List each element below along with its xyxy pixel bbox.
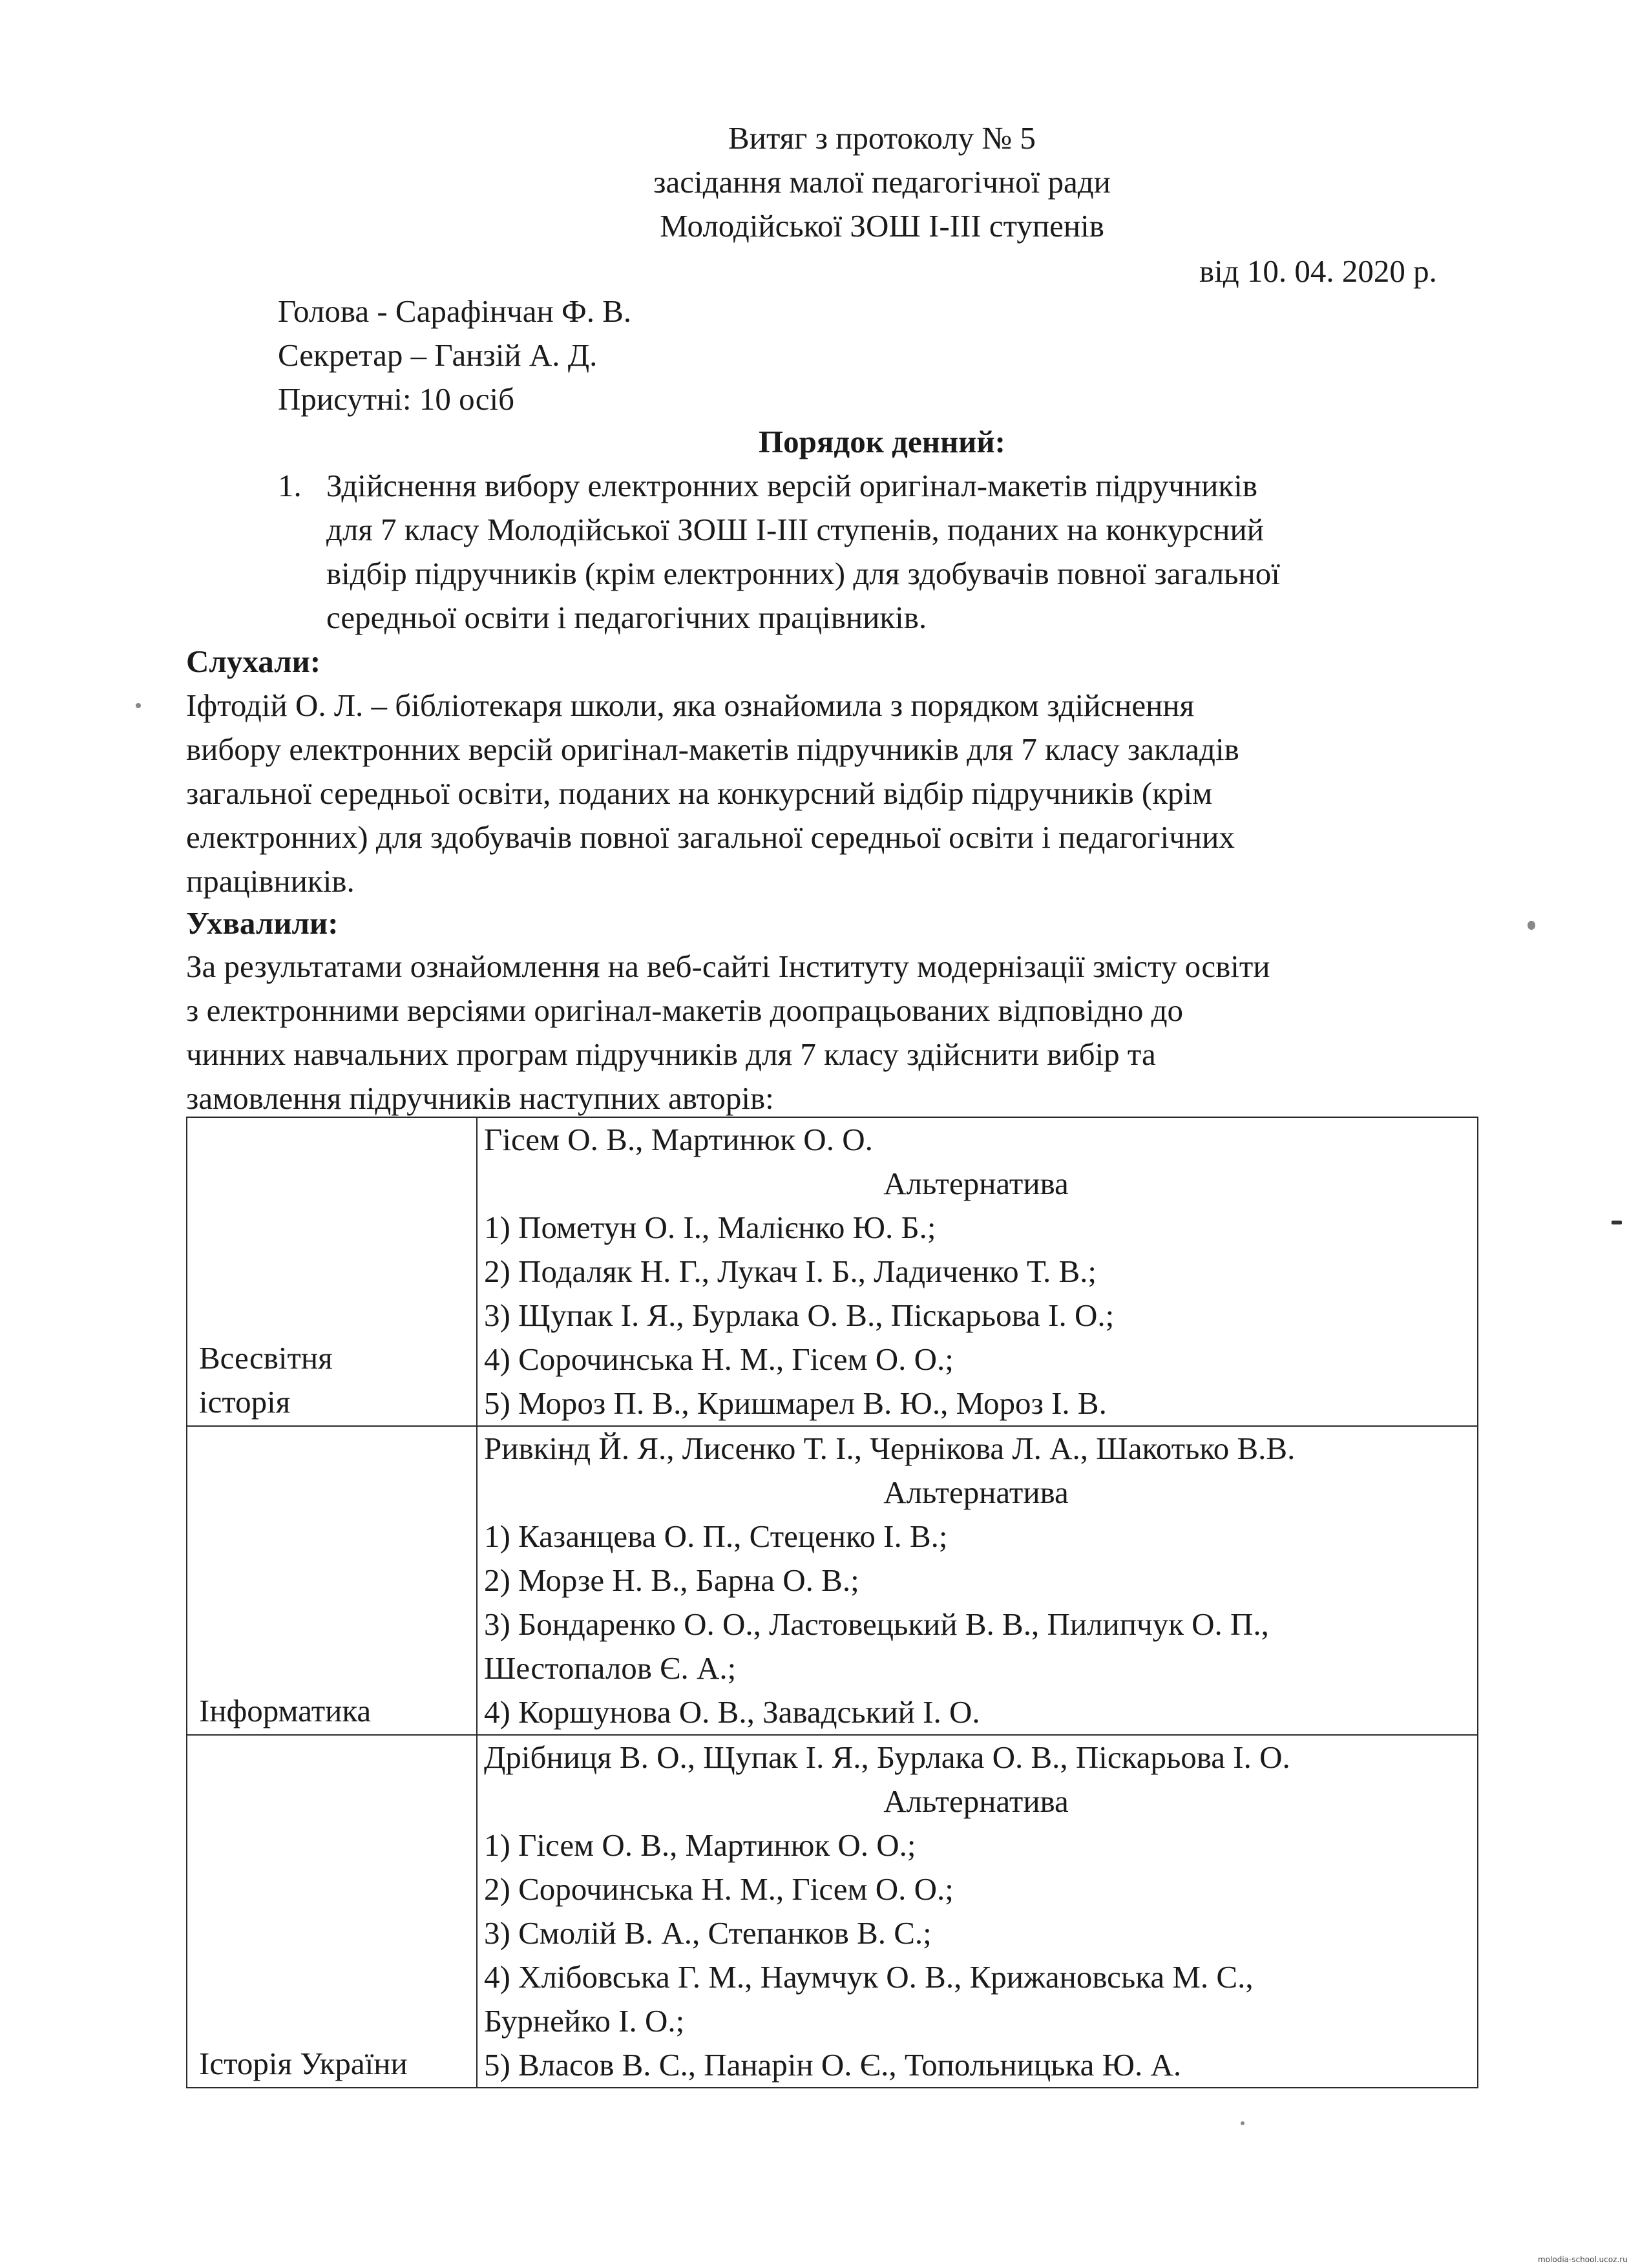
secretary-line: Секретар – Ганзій А. Д. (278, 337, 598, 373)
alternative-authors: Шестопалов Є. А.; (484, 1650, 737, 1686)
textbook-table (186, 1117, 1478, 2088)
heard-line: працівників. (186, 863, 355, 899)
table-row (187, 1735, 1478, 2088)
alternative-authors: 3) Бондаренко О. О., Ластовецький В. В., Пилипчук О. П., (484, 1606, 1269, 1642)
authors-cell (477, 1426, 1478, 1735)
subject-name: Інформатика (199, 1693, 372, 1728)
scan-speck (1612, 1221, 1622, 1224)
alternative-authors: 3) Щупак І. Я., Бурлака О. В., Піскарьова І. О.; (484, 1297, 1115, 1333)
alternative-authors: Бурнейко І. О.; (484, 2003, 685, 2039)
alternative-authors: 2) Подаляк Н. Г., Лукач І. Б., Ладиченко Т. В.; (484, 1254, 1097, 1289)
scan-speck (1241, 2121, 1245, 2125)
title-line-3: Молодійської ЗОШ І-ІІІ ступенів (660, 208, 1104, 244)
resolved-line: чинних навчальних програм підручників для 7 класу здійснити вибір та (186, 1036, 1156, 1072)
site-watermark: molodia-school.ucoz.ru (1538, 2255, 1628, 2264)
heard-heading: Слухали: (186, 644, 321, 679)
alternative-heading: Альтернатива (883, 1475, 1069, 1510)
heard-line: вибору електронних версій оригінал-макетів підручників для 7 класу закладів (186, 731, 1239, 767)
document-title (0, 116, 1649, 248)
alternative-authors: 1) Пометун О. І., Малієнко Ю. Б.; (484, 1210, 936, 1245)
subject-name: Всесвітня (199, 1340, 333, 1376)
meeting-participants (278, 289, 631, 421)
alternative-authors: 2) Морзе Н. В., Барна О. В.; (484, 1562, 859, 1598)
alternative-authors: 2) Сорочинська Н. М., Гісем О. О.; (484, 1871, 954, 1907)
agenda-line: середньої освіти і педагогічних працівників. (326, 600, 927, 635)
resolved-heading: Ухвалили: (186, 905, 339, 941)
subject-cell (187, 1117, 477, 1426)
subject-cell (187, 1426, 477, 1735)
resolved-line: замовлення підручників наступних авторів: (186, 1080, 774, 1116)
table-row (187, 1426, 1478, 1735)
main-authors: Гісем О. В., Мартинюк О. О. (484, 1122, 873, 1157)
table-row (187, 1117, 1478, 1426)
resolved-line: з електронними версіями оригінал-макетів доопрацьованих відповідно до (186, 992, 1184, 1028)
heard-line: загальної середньої освіти, поданих на конкурсний відбір підручників (крім (186, 775, 1213, 811)
title-line-1: Витяг з протоколу № 5 (728, 120, 1036, 156)
alternative-authors: 4) Коршунова О. В., Завадський І. О. (484, 1694, 980, 1730)
main-authors: Ривкінд Й. Я., Лисенко Т. І., Чернікова Л. А., Шакотько В.В. (484, 1431, 1296, 1466)
agenda-line: відбір підручників (крім електронних) для здобувачів повної загальної (326, 556, 1280, 591)
subject-name: Історія України (199, 2046, 408, 2081)
subject-name: історія (199, 1384, 291, 1420)
authors-cell (477, 1117, 1478, 1426)
alternative-heading: Альтернатива (883, 1783, 1069, 1819)
scan-speck (1528, 921, 1535, 930)
alternative-authors: 4) Хлібовська Г. М., Наумчук О. В., Крижановська М. С., (484, 1959, 1254, 1995)
alternative-heading: Альтернатива (883, 1166, 1069, 1201)
present-line: Присутні: 10 осіб (278, 381, 515, 417)
scan-speck (136, 703, 141, 708)
alternative-authors: 5) Мороз П. В., Кришмарел В. Ю., Мороз І. В. (484, 1385, 1107, 1421)
chair-line: Голова - Сарафінчан Ф. В. (278, 293, 632, 329)
agenda-line: Здійснення вибору електронних версій оригінал-макетів підручників (326, 468, 1257, 503)
subject-cell (187, 1735, 477, 2088)
heard-line: електронних) для здобувачів повної загальної середньої освіти і педагогічних (186, 819, 1235, 855)
title-line-2: засідання малої педагогічної ради (653, 164, 1111, 200)
alternative-authors: 1) Казанцева О. П., Стеценко І. В.; (484, 1518, 948, 1554)
heard-line: Іфтодій О. Л. – бібліотекаря школи, яка ознайомила з порядком здійснення (186, 688, 1195, 723)
alternative-authors: 3) Смолій В. А., Степанков В. С.; (484, 1915, 932, 1951)
resolved-paragraph (186, 945, 1511, 1120)
heard-paragraph (186, 684, 1511, 903)
agenda-item-text (326, 464, 1502, 640)
alternative-authors: 5) Власов В. С., Панарін О. Є., Топольницька Ю. А. (484, 2047, 1182, 2083)
agenda-line: для 7 класу Молодійської ЗОШ І-ІІІ ступенів, поданих на конкурсний (326, 512, 1264, 547)
agenda-item-number: 1. (278, 468, 302, 503)
alternative-authors: 1) Гісем О. В., Мартинюк О. О.; (484, 1827, 916, 1863)
agenda-heading: Порядок денний: (759, 424, 1005, 459)
resolved-line: За результатами ознайомлення на веб-сайті Інституту модернізації змісту освіти (186, 949, 1270, 984)
protocol-date: від 10. 04. 2020 р. (1199, 253, 1437, 289)
main-authors: Дрібниця В. О., Щупак І. Я., Бурлака О. В., Піскарьова І. О. (484, 1739, 1290, 1775)
alternative-authors: 4) Сорочинська Н. М., Гісем О. О.; (484, 1341, 954, 1377)
authors-cell (477, 1735, 1478, 2088)
